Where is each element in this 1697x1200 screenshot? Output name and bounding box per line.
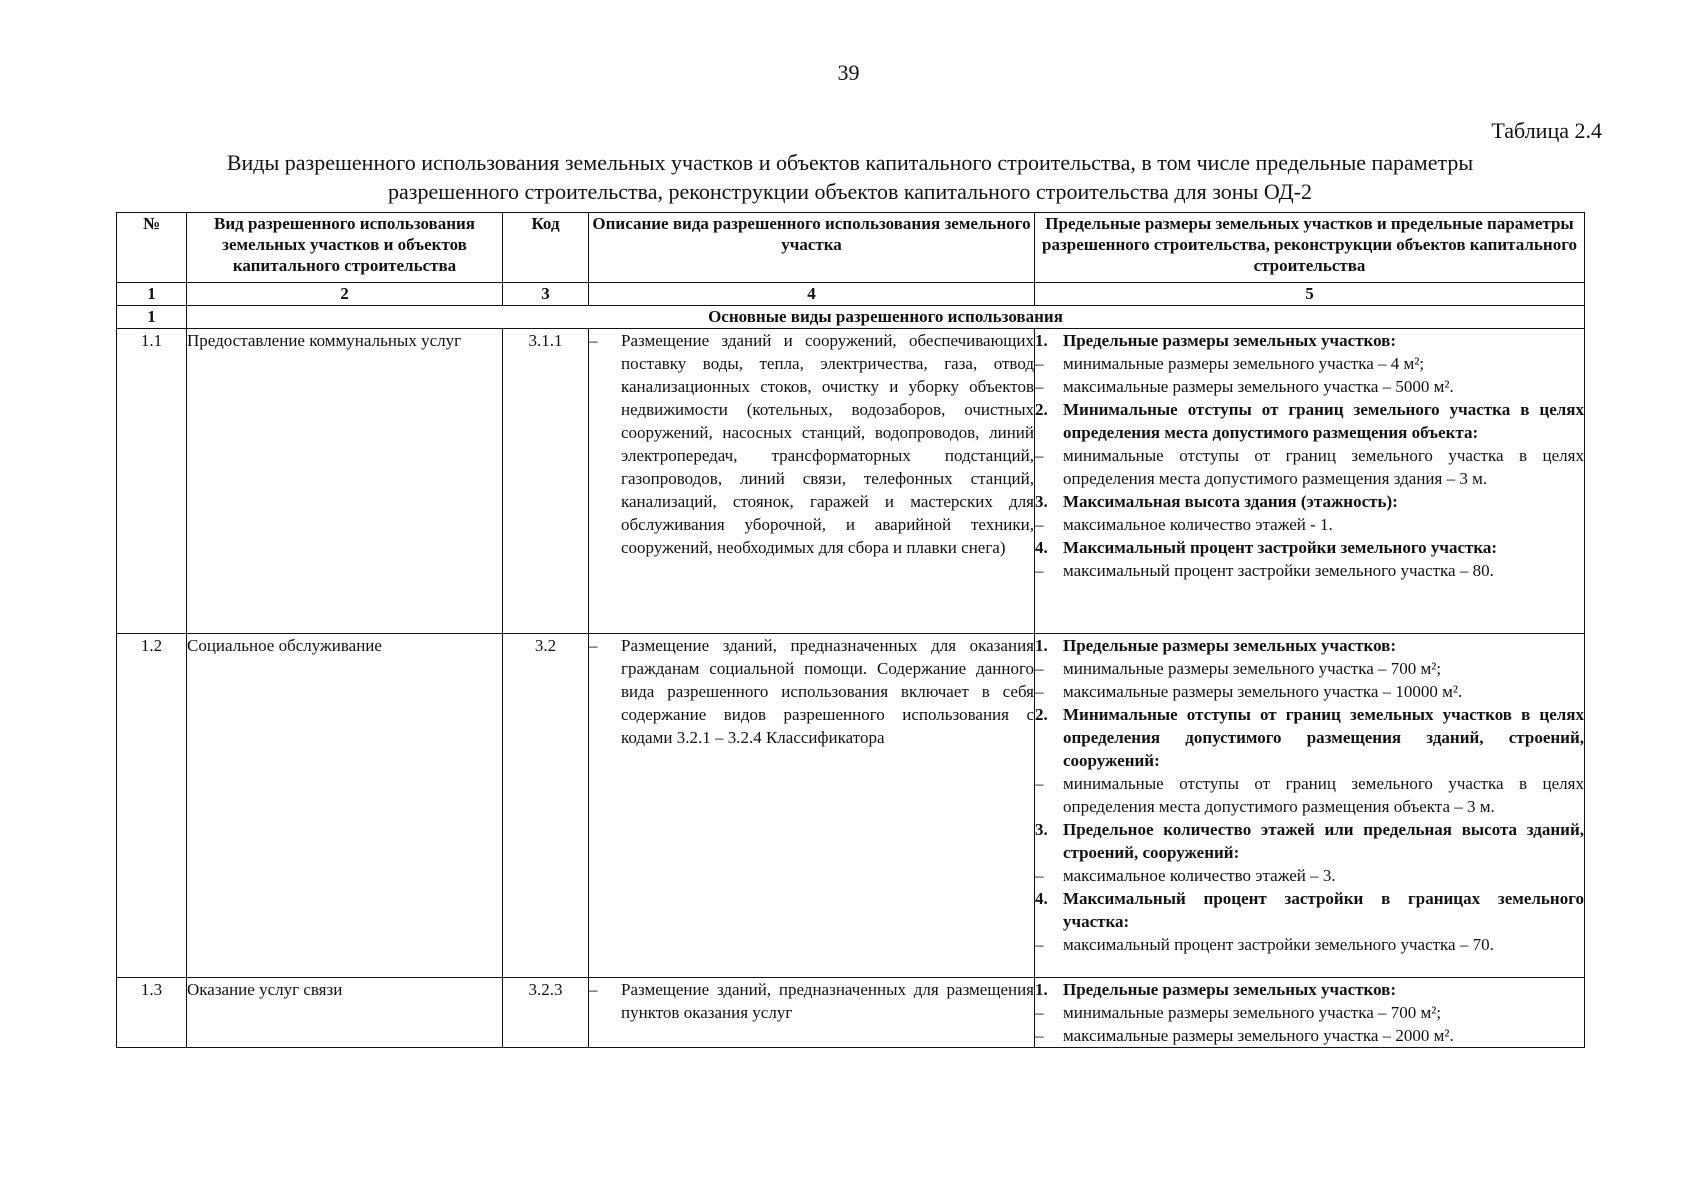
limit-number: 1. [1035, 331, 1048, 350]
use-code: 3.1.1 [503, 329, 589, 634]
limit-item-text: максимальное количество этажей – 3. [1063, 866, 1336, 885]
limit-item [1035, 375, 1584, 398]
limit-number: 4. [1035, 889, 1048, 908]
description-wrapper [589, 329, 1034, 559]
header-desc: Описание вида разрешенного использования земельного участка [589, 213, 1035, 283]
header-num: № [117, 213, 187, 283]
use-code: 3.2.3 [503, 978, 589, 1048]
use-type-name: Предоставление коммунальных услуг [187, 329, 503, 634]
limit-item-text: максимальный процент застройки земельного участка – 70. [1063, 935, 1494, 954]
limit-heading-text: Минимальные отступы от границ земельных участков в целях определения допустимого размещения зданий, строений, сооружений: [1063, 705, 1584, 770]
limit-heading [1035, 703, 1584, 772]
description-text: Размещение зданий и сооружений, обеспечивающих поставку воды, тепла, электричества, газа, отвод канализационных стоков, очистку и уборку объектов недвижимости (котельных, водозаборов, очистных сооружений, насосных станций, водопроводов, линий электропередач, трансформаторных подстанций, газопроводов, линий связи, телефонных станций, канализаций, стоянок, гаражей и мастерских для обслуживания уборочной, и аварийной техники, сооружений, необходимых для сбора и плавки снега) [621, 331, 1034, 557]
column-number: 5 [1035, 283, 1585, 306]
use-description [589, 978, 1035, 1048]
limit-block [1035, 978, 1584, 1047]
limit-item-text: максимальные размеры земельного участка – 5000 м². [1063, 377, 1454, 396]
limits-cell [1035, 634, 1585, 978]
limit-heading-text: Максимальная высота здания (этажность): [1063, 492, 1398, 511]
row-number: 1.1 [117, 329, 187, 634]
limit-block [1035, 398, 1584, 490]
title-line-2: разрешенного строительства, реконструкции объектов капитального строительства для зоны ОД-2 [388, 179, 1312, 204]
limits-cell [1035, 978, 1585, 1048]
limit-item [1035, 680, 1584, 703]
page-number: 39 [837, 60, 860, 85]
limit-heading-text: Минимальные отступы от границ земельного участка в целях определения места допустимого размещения объекта: [1063, 400, 1584, 442]
column-number: 1 [117, 283, 187, 306]
limit-number: 1. [1035, 636, 1048, 655]
limit-number: 3. [1035, 492, 1048, 511]
section-title: Основные виды разрешенного использования [187, 306, 1585, 329]
limit-item-text: минимальные размеры земельного участка – 700 м²; [1063, 659, 1442, 678]
land-use-table [116, 212, 1585, 1048]
dash-marker: – [1035, 561, 1044, 580]
description-wrapper [589, 634, 1034, 749]
column-numbers-row [117, 283, 1585, 306]
table-header-row [117, 213, 1585, 283]
dash-marker: – [1035, 1003, 1044, 1022]
description-text: Размещение зданий, предназначенных для размещения пунктов оказания услуг [621, 980, 1034, 1022]
limit-block [1035, 887, 1584, 956]
limit-heading [1035, 398, 1584, 444]
limit-item [1035, 513, 1584, 536]
dash-marker: – [1035, 354, 1044, 373]
dash-marker: – [1035, 659, 1044, 678]
column-number: 2 [187, 283, 503, 306]
limit-item-text: максимальные размеры земельного участка – 10000 м². [1063, 682, 1463, 701]
dash-marker: – [1035, 446, 1044, 465]
limit-number: 1. [1035, 980, 1048, 999]
use-description [589, 329, 1035, 634]
title-line-1: Виды разрешенного использования земельных участков и объектов капитального строительства, в том числе предельные параметры [226, 150, 1474, 175]
description-text: Размещение зданий, предназначенных для оказания гражданам социальной помощи. Содержание данного вида разрешенного использования включает в себя содержание видов разрешенного использования с кодами 3.2.1 – 3.2.4 Классификатора [621, 636, 1034, 747]
table-row [117, 329, 1585, 634]
limit-item-text: минимальные отступы от границ земельного участка в целях определения места допустимого размещения здания – 3 м. [1063, 446, 1584, 488]
row-number: 1.3 [117, 978, 187, 1048]
limit-item [1035, 1001, 1584, 1024]
limit-item-text: минимальные размеры земельного участка – 4 м²; [1063, 354, 1425, 373]
limit-number: 4. [1035, 538, 1048, 557]
limit-heading-text: Максимальный процент застройки в границах земельного участка: [1063, 889, 1584, 931]
column-number: 4 [589, 283, 1035, 306]
dash-marker: – [1035, 1026, 1044, 1045]
limit-item [1035, 657, 1584, 680]
limit-heading [1035, 329, 1584, 352]
dash-marker: – [589, 636, 598, 655]
limit-heading [1035, 634, 1584, 657]
limit-block [1035, 818, 1584, 887]
limit-block [1035, 536, 1584, 582]
limit-block [1035, 703, 1584, 818]
header-name: Вид разрешенного использования земельных участков и объектов капитального строительства [187, 213, 503, 283]
limit-item [1035, 772, 1584, 818]
limit-number: 2. [1035, 705, 1048, 724]
limit-heading [1035, 536, 1584, 559]
dash-marker: – [589, 980, 598, 999]
table-row [117, 978, 1585, 1048]
limit-heading [1035, 490, 1584, 513]
dash-marker: – [589, 331, 598, 350]
limit-item-text: максимальное количество этажей - 1. [1063, 515, 1333, 534]
dash-marker: – [1035, 866, 1044, 885]
limit-item-text: минимальные размеры земельного участка – 700 м²; [1063, 1003, 1442, 1022]
table-row [117, 634, 1585, 978]
section-row [117, 306, 1585, 329]
table-body [117, 329, 1585, 1048]
use-type-name: Оказание услуг связи [187, 978, 503, 1048]
limit-item [1035, 559, 1584, 582]
limit-item-text: максимальные размеры земельного участка – 2000 м². [1063, 1026, 1454, 1045]
document-title [120, 148, 1580, 206]
limit-heading [1035, 818, 1584, 864]
limit-heading-text: Максимальный процент застройки земельного участка: [1063, 538, 1498, 557]
limit-heading [1035, 978, 1584, 1001]
row-number: 1.2 [117, 634, 187, 978]
header-limits: Предельные размеры земельных участков и предельные параметры разрешенного строительства, реконструкции объектов капитального строительства [1035, 213, 1585, 283]
limit-block [1035, 634, 1584, 703]
limit-item [1035, 864, 1584, 887]
limit-item-text: максимальный процент застройки земельного участка – 80. [1063, 561, 1494, 580]
use-type-name: Социальное обслуживание [187, 634, 503, 978]
limit-item [1035, 933, 1584, 956]
dash-marker: – [1035, 774, 1044, 793]
limit-heading [1035, 887, 1584, 933]
header-code: Код [503, 213, 589, 283]
limit-block [1035, 490, 1584, 536]
limit-heading-text: Предельные размеры земельных участков: [1063, 636, 1397, 655]
table-label: Таблица 2.4 [1491, 118, 1602, 143]
description-wrapper [589, 978, 1034, 1024]
limit-item [1035, 352, 1584, 375]
dash-marker: – [1035, 682, 1044, 701]
dash-marker: – [1035, 515, 1044, 534]
limit-item [1035, 1024, 1584, 1047]
limit-heading-text: Предельные размеры земельных участков: [1063, 980, 1397, 999]
limit-item [1035, 444, 1584, 490]
limit-number: 3. [1035, 820, 1048, 839]
section-number: 1 [117, 306, 187, 329]
limit-heading-text: Предельные размеры земельных участков: [1063, 331, 1397, 350]
limit-heading-text: Предельное количество этажей или предельная высота зданий, строений, сооружений: [1063, 820, 1584, 862]
limits-cell [1035, 329, 1585, 634]
dash-marker: – [1035, 935, 1044, 954]
use-description [589, 634, 1035, 978]
column-number: 3 [503, 283, 589, 306]
dash-marker: – [1035, 377, 1044, 396]
limit-block [1035, 329, 1584, 398]
limit-item-text: минимальные отступы от границ земельного участка в целях определения места допустимого размещения объекта – 3 м. [1063, 774, 1584, 816]
use-code: 3.2 [503, 634, 589, 978]
limit-number: 2. [1035, 400, 1048, 419]
